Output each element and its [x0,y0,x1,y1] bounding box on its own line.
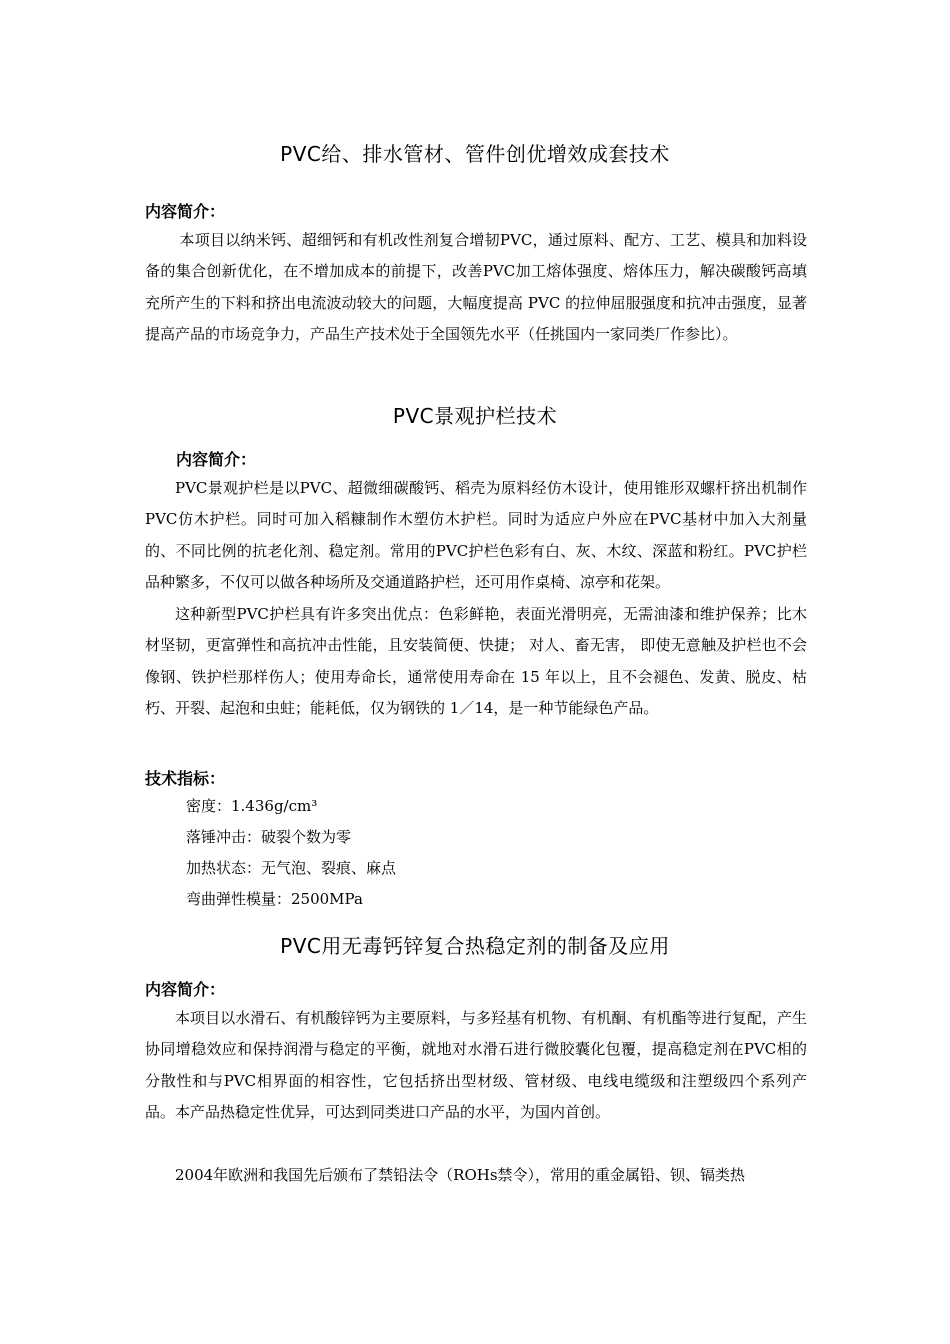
spec-item-modulus: 弯曲弹性模量：2500MPa [186,890,363,908]
section-2-title: PVC景观护栏技术 [392,404,558,428]
section-2-paragraph-2: 这种新型PVC护栏具有许多突出优点：色彩鲜艳，表面光滑明亮，无需油漆和维护保养；比木材坚韧，更富弹性和高抗冲击性能，且安装简便、快捷； 对人、畜无害， 即使无意触及护栏也不会像钢、铁护栏那样伤人；使用寿命长，通常使用寿命在 15 年以上，且不会褪色、发黄、脱皮、枯朽、开裂、起泡和虫蛀；能耗低，仅为钢铁的 1／14，是一种节能绿色产品。 [145,605,807,717]
section-2-summary-label: 内容简介： [176,450,257,469]
spec-list [186,791,396,915]
section-1-summary-label: 内容简介： [145,202,226,221]
section-3-summary-label: 内容简介： [145,980,226,999]
section-3-paragraph-1: 本项目以水滑石、有机酸锌钙为主要原料，与多羟基有机物、有机酮、有机酯等进行复配，产生协同增稳效应和保持润滑与稳定的平衡，就地对水滑石进行微胶囊化包覆，提高稳定剂在PVC相的分散性和与PVC相界面的相容性，它包括挤出型材级、管材级、电线电缆级和注塑级四个系列产品。本产品热稳定性优异，可达到同类进口产品的水平，为国内首创。 [145,1009,807,1121]
section-1-title: PVC给、排水管材、管件创优增效成套技术 [280,142,670,166]
spec-item-density: 密度：1.436g/cm³ [186,797,318,815]
section-1-paragraph-1: 本项目以纳米钙、超细钙和有机改性剂复合增韧PVC，通过原料、配方、工艺、模具和加料设备的集合创新优化，在不增加成本的前提下，改善PVC加工熔体强度、熔体压力，解决碳酸钙高填充所产生的下料和挤出电流波动较大的问题，大幅度提高 PVC 的拉伸屈服强度和抗冲击强度，显著提高产品的市场竞争力，产品生产技术处于全国领先水平（任挑国内一家同类厂作参比）。 [145,231,807,343]
section-2-spec-label: 技术指标： [145,769,226,788]
section-2-paragraph-1: PVC景观护栏是以PVC、超微细碳酸钙、稻壳为原料经仿木设计，使用锥形双螺杆挤出机制作PVC仿木护栏。同时可加入稻糠制作木塑仿木护栏。同时为适应户外应在PVC基材中加入大剂量的、不同比例的抗老化剂、稳定剂。常用的PVC护栏色彩有白、灰、木纹、深蓝和粉红。PVC护栏品种繁多，不仅可以做各种场所及交通道路护栏，还可用作桌椅、凉亭和花架。 [145,479,807,591]
section-3-paragraph-2: 2004年欧洲和我国先后颁布了禁铅法令（ROHs禁令），常用的重金属铅、钡、镉类热 [175,1166,746,1184]
spec-item-impact: 落锤冲击：破裂个数为零 [186,828,352,846]
section-3-title: PVC用无毒钙锌复合热稳定剂的制备及应用 [280,934,670,958]
spec-item-heating: 加热状态：无气泡、裂痕、麻点 [186,859,397,877]
